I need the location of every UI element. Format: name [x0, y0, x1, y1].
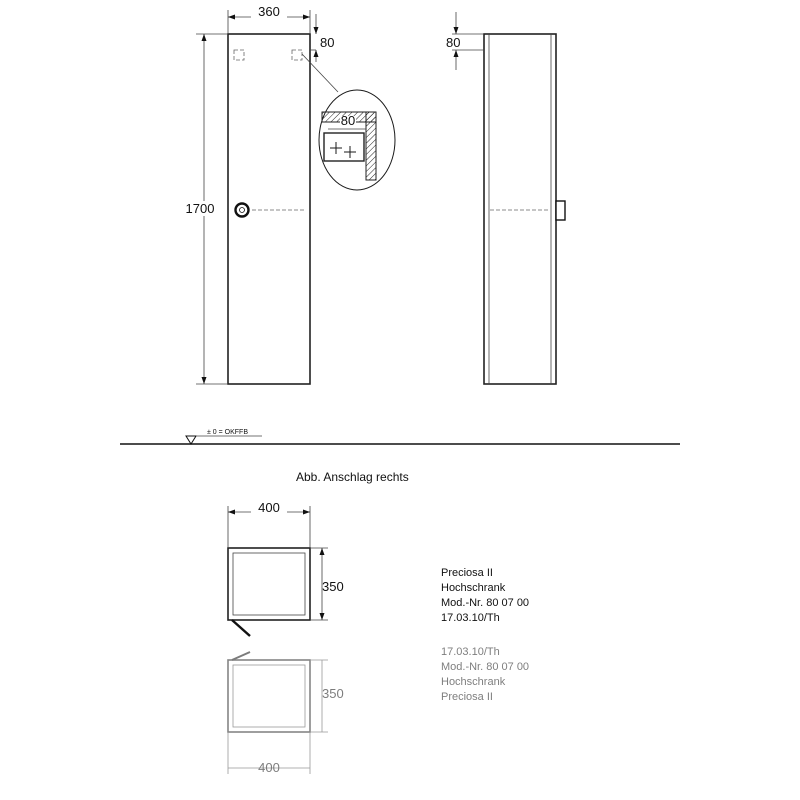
spec-block — [441, 567, 529, 624]
mirror-depth-dim: 350 — [322, 686, 344, 701]
side-view — [446, 12, 565, 384]
mirror-cabinet-outline — [228, 660, 310, 732]
mirror-spec-line-3: Mod.-Nr. 80 07 00 — [441, 661, 530, 673]
spec-line-3: Mod.-Nr. 80 07 00 — [441, 597, 530, 609]
top-depth-dim: 350 — [322, 579, 344, 594]
side-bracket-offset-dim: 80 — [446, 35, 461, 50]
front-height-dim: 1700 — [185, 201, 215, 216]
top-door-swing — [232, 620, 250, 636]
floor-level-label: ± 0 = OKFFB — [207, 429, 248, 436]
floor-level — [120, 429, 680, 444]
side-hinge-icon — [556, 201, 565, 220]
spec-line-4: 17.03.10/Th — [441, 612, 500, 624]
mirror-spec-line-2: Hochschrank — [441, 676, 506, 688]
mirror-spec-line-4: 17.03.10/Th — [441, 646, 500, 658]
front-bracket-left — [234, 50, 244, 60]
mirror-width-dim: 400 — [258, 760, 280, 775]
side-cabinet-outline — [484, 34, 556, 384]
top-cabinet-outline — [228, 548, 310, 620]
front-bracket-offset-dim: 80 — [320, 35, 335, 50]
level-marker-icon — [186, 436, 196, 444]
mirror-spec-line-1: Preciosa II — [441, 691, 493, 703]
spec-line-1: Preciosa II — [441, 567, 493, 579]
top-view — [228, 500, 344, 636]
top-width-dim: 400 — [258, 500, 280, 515]
view-caption: Abb. Anschlag rechts — [296, 470, 409, 484]
front-view — [182, 4, 338, 384]
bracket-detail — [319, 90, 395, 190]
detail-dim: 80 — [340, 113, 356, 128]
spec-line-2: Hochschrank — [441, 582, 506, 594]
front-width-dim: 360 — [258, 4, 280, 19]
mirrored-reflection — [228, 646, 529, 775]
front-bracket-right — [292, 50, 302, 60]
detail-bracket-plate — [324, 133, 364, 161]
